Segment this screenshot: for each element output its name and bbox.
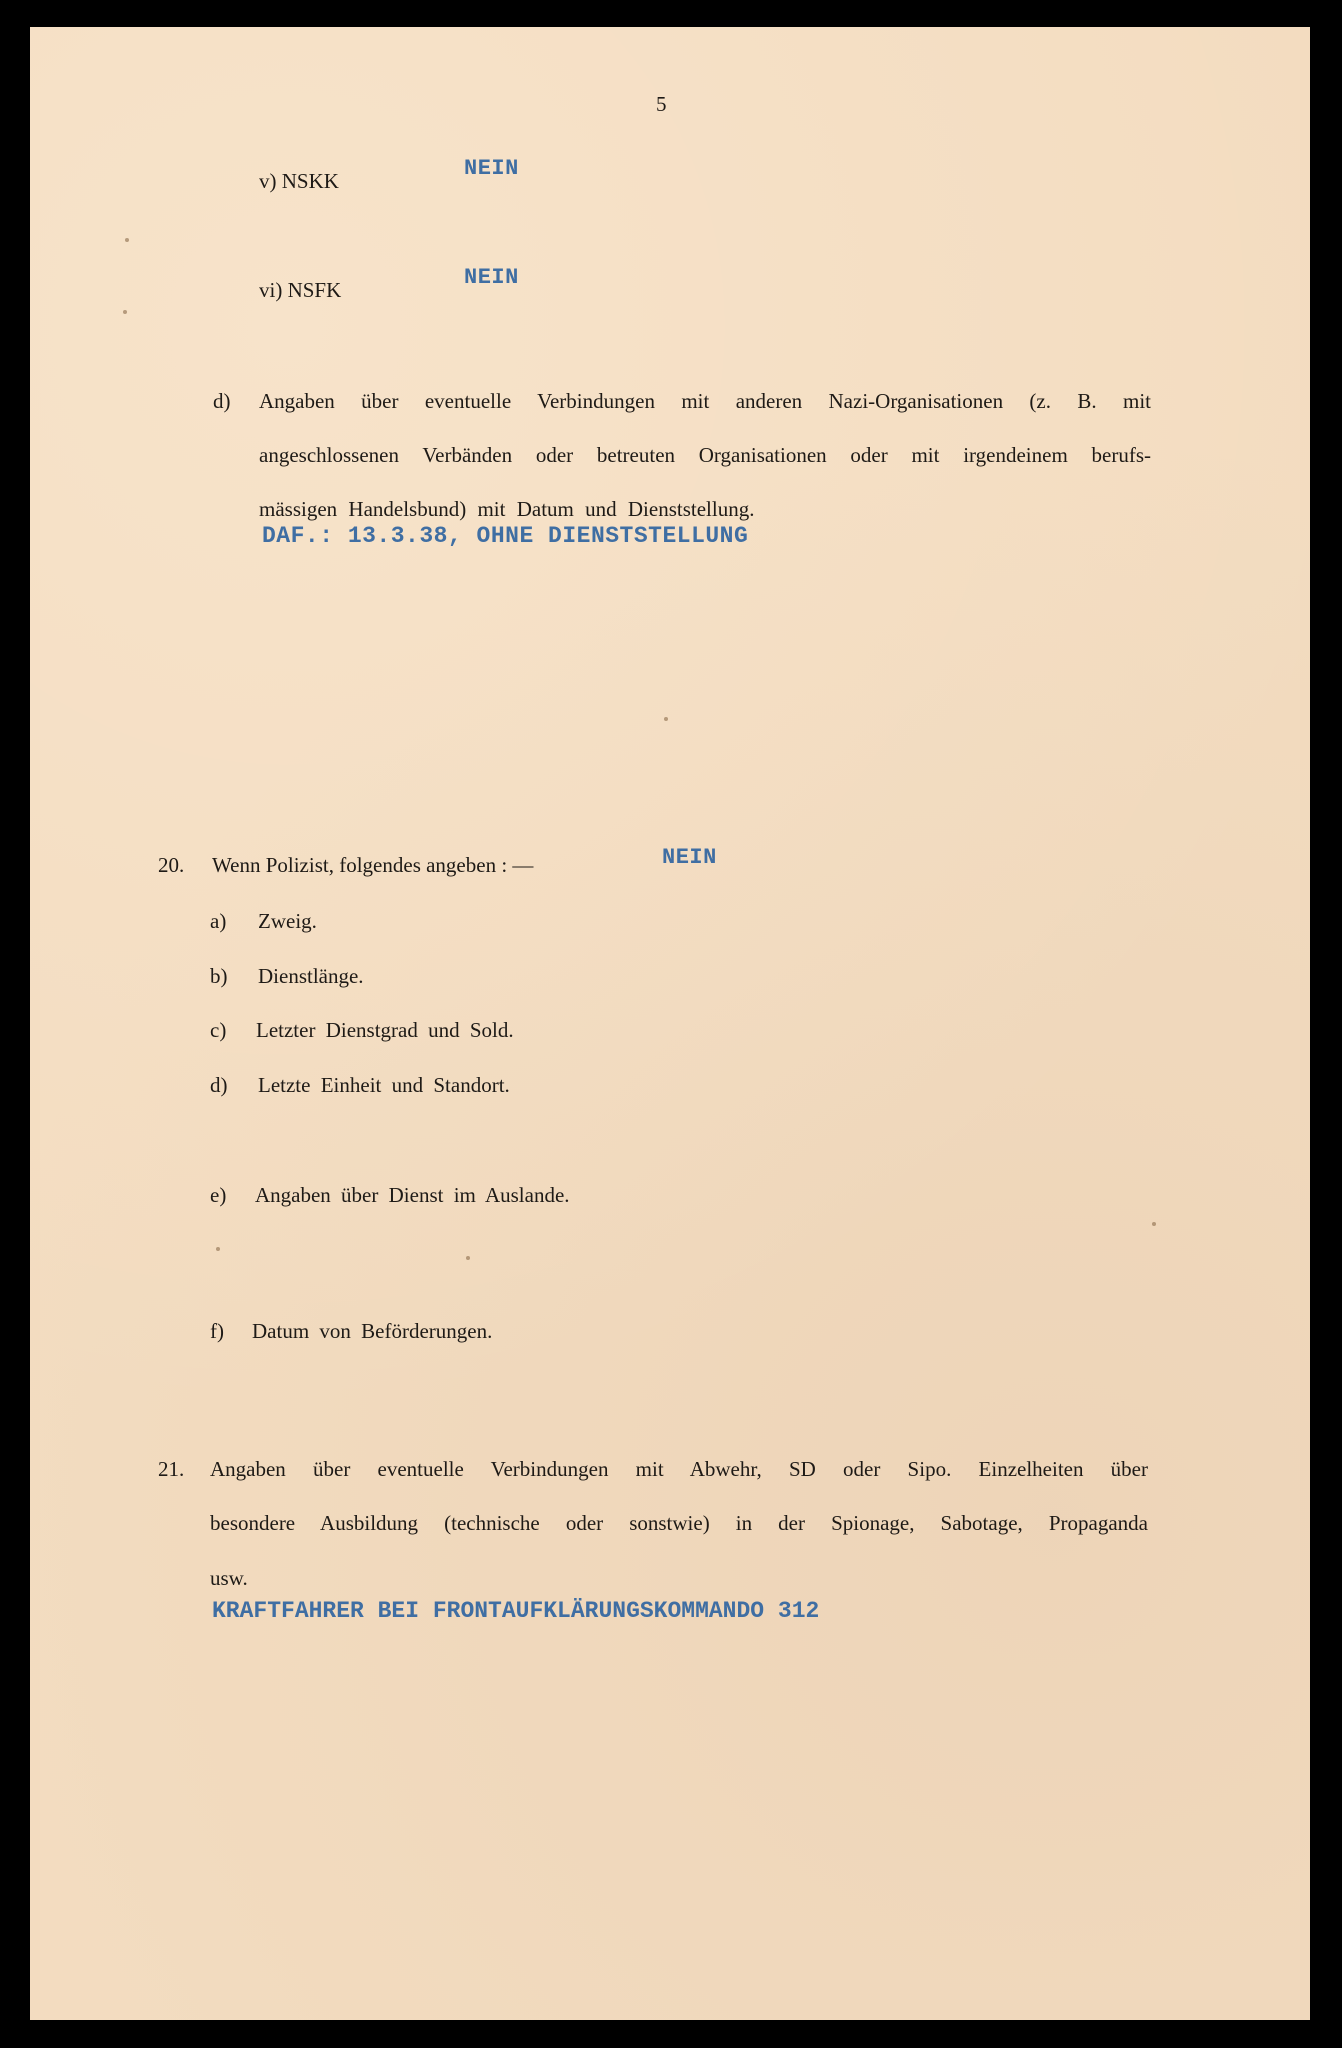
q20-item-b-marker: b): [210, 964, 228, 988]
q20-item-f-text: Datum von Beförderungen.: [252, 1319, 493, 1343]
item-d-answer-stamp: DAF.: 13.3.38, OHNE DIENSTSTELLUNG: [262, 523, 749, 549]
page-number: 5: [656, 92, 667, 116]
q21-line-1: Angaben über eventuelle Verbindungen mit Abwehr, SD oder Sipo. Einzelheiten über: [210, 1457, 1148, 1481]
item-d-line-1: Angaben über eventuelle Verbindungen mit anderen Nazi-Organisationen (z. B. mit: [259, 389, 1151, 413]
item-d-marker: d): [213, 389, 231, 413]
nsfk-label: vi) NSFK: [259, 278, 342, 302]
item-d-line-3: mässigen Handelsbund) mit Datum und Dienststellung.: [259, 497, 755, 521]
q20-item-c-marker: c): [210, 1018, 227, 1042]
paper-speck: [216, 1247, 220, 1251]
q20-item-b-text: Dienstlänge.: [258, 964, 364, 988]
q20-item-d-marker: d): [210, 1073, 228, 1097]
q20-item-a-text: Zweig.: [258, 909, 317, 933]
q21-answer-stamp: KRAFTFAHRER BEI FRONTAUFKLÄRUNGSKOMMANDO 312: [212, 1598, 820, 1624]
q20-item-a-marker: a): [210, 909, 227, 933]
q20-item-d-text: Letzte Einheit und Standort.: [258, 1073, 510, 1097]
q21-line-2: besondere Ausbildung (technische oder sonstwie) in der Spionage, Sabotage, Propaganda: [210, 1511, 1148, 1535]
q20-item-c-text: Letzter Dienstgrad und Sold.: [256, 1018, 514, 1042]
q20-number: 20.: [158, 853, 185, 877]
q20-answer-stamp: NEIN: [662, 845, 717, 870]
paper-speck: [125, 238, 129, 242]
q20-text: Wenn Polizist, folgendes angeben : —: [212, 853, 534, 877]
nsfk-answer-stamp: NEIN: [464, 265, 519, 290]
q20-item-e-text: Angaben über Dienst im Auslande.: [255, 1183, 570, 1207]
q21-number: 21.: [158, 1457, 185, 1481]
q21-line-3: usw.: [210, 1566, 248, 1590]
q20-item-e-marker: e): [210, 1183, 227, 1207]
item-d-line-2: angeschlossenen Verbänden oder betreuten Organisationen oder mit irgendeinem berufs-: [259, 443, 1151, 467]
paper-speck: [664, 717, 668, 721]
nskk-label: v) NSKK: [259, 169, 339, 193]
nskk-answer-stamp: NEIN: [464, 156, 519, 181]
paper-speck: [123, 310, 127, 314]
paper-speck: [1152, 1222, 1156, 1226]
q20-item-f-marker: f): [210, 1319, 224, 1343]
paper-speck: [466, 1256, 470, 1260]
